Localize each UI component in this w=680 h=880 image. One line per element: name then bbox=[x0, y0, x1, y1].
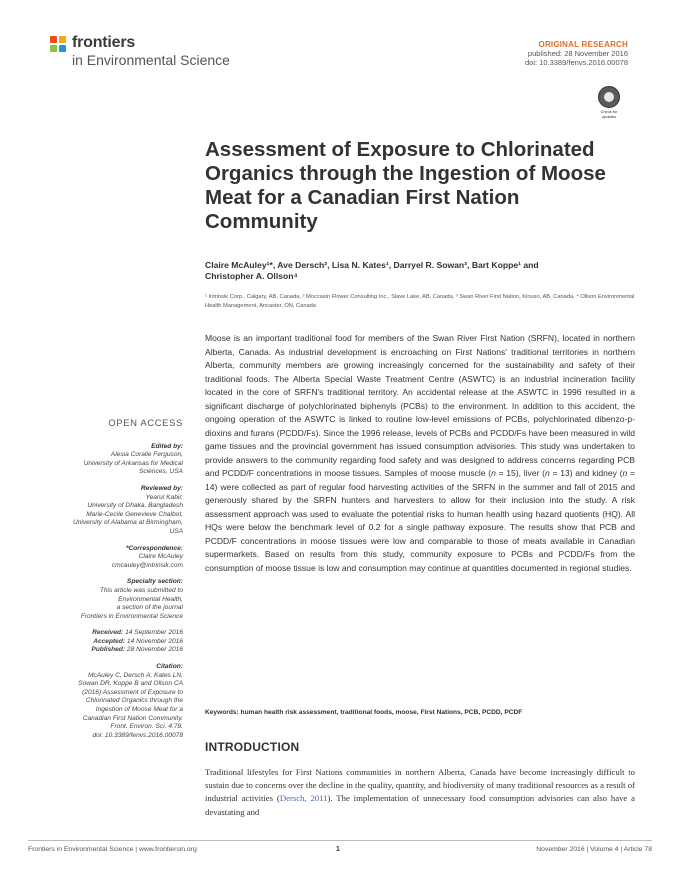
abstract-text: Moose is an important traditional food for members of the Swan River First Nation (SRFN), located in northern Alberta, Canada. As industrial development is encroaching on First Nations' traditional territories in northern Alberta, community members are growing increasingly concerned for the sustainability and safety of their traditional foods. The Alberta Special Waste Treatment Centre (ASWTC) is an industrial incineration facility located in the core of SRFN's traditional territory. An accidental release at the ASWTC in 1996 resulted in a significant discharge of polychlorinated biphenyls (PCBs) to the environment. In addition to this accident, the ongoing operation of the ASWTC is linked to routine low-level emissions of PCBs, polychlorinated dibenzo-p-dioxins and furans (PCDD/Fs). Since the 1996 release, levels of PCBs and PCDD/Fs have been measured in wild game tissues and the provincial government has issued consumption advisories. This study was undertaken to provide answers to the community regarding food safety and was designed to address concerns regarding PCB and PCDD/F concentrations in moose tissues. Samples of moose muscle ( bbox=[205, 333, 635, 478]
citation-link[interactable]: Dersch, 2011 bbox=[279, 793, 328, 804]
abstract-n: n bbox=[622, 468, 628, 478]
page-number: 1 bbox=[336, 846, 340, 853]
footer-volume: November 2016 | Volume 4 | Article 78 bbox=[536, 846, 652, 853]
doi-link[interactable]: doi: 10.3389/fenvs.2016.00078 bbox=[524, 58, 628, 67]
sidebar-line: Front. Environ. Sci. 4:78. bbox=[110, 723, 183, 731]
abstract-text: = 15), liver ( bbox=[495, 468, 545, 478]
updates-label: Check for updates bbox=[600, 109, 618, 119]
sidebar-line: University of Alabama at Birmingham, bbox=[72, 519, 183, 527]
check-for-updates-button[interactable] bbox=[598, 86, 620, 119]
sidebar-line: Canadian First Nation Community. bbox=[82, 714, 183, 722]
published-date-sidebar bbox=[50, 646, 183, 655]
article-type: ORIGINAL RESEARCH bbox=[538, 40, 628, 49]
email-link[interactable]: cmcauley@intrinsik.com bbox=[111, 561, 183, 569]
sidebar-line: Sowan DR, Koppe B and Ollson CA bbox=[78, 680, 183, 688]
edited-by bbox=[50, 451, 183, 477]
abstract-text: = 14) were collected as part of regular food harvesting activities of the SRFN in the summer and fall of 2015 and generously shared by the SRFN hunters and harvesters to allow for their inclusion into the study. A risk assessment approach was used to evaluate the potential risks to human health using hazard quotients (HQ). All HQs were below the benchmark level of 0.2 for a single pathway exposure. The results show that PCB and PCDD/F concentrations in moose tissues were low and comparable to those of meats available in Canadian supermarkets. Based on results from this study, community exposure to PCBs and PCDD/Fs from the consumption of moose tissue is low and consumption may continue at quantities documented in regional studies. bbox=[205, 468, 636, 573]
specialty-section bbox=[50, 587, 183, 621]
specialty-heading: Specialty section: bbox=[126, 578, 183, 586]
frontiers-logo-icon bbox=[50, 36, 68, 54]
footer-divider bbox=[28, 840, 652, 841]
abstract-text: = 13) and kidney ( bbox=[549, 468, 623, 478]
received-date bbox=[50, 629, 183, 638]
sidebar-line: Chlorinated Organics through the bbox=[85, 697, 183, 705]
intro-text: Traditional lifestyles for First Nations communities in northern Alberta, Canada have become increasingly difficult to sustain due to concerns over the decline in the quality, quantity, and biodiversity of many traditional resources as a result of industrial activities ( bbox=[205, 767, 635, 804]
sidebar-line: USA bbox=[169, 527, 183, 535]
sidebar-line: University of Dhaka, Bangladesh bbox=[87, 502, 183, 510]
sidebar-line: (2016) Assessment of Exposure to bbox=[82, 688, 183, 696]
sidebar-line: McAuley C, Dersch A, Kates LN, bbox=[87, 671, 183, 679]
section-heading: INTRODUCTION bbox=[205, 740, 300, 754]
sidebar-line: Yearul Kabir, bbox=[145, 493, 183, 501]
intro-paragraph bbox=[205, 766, 635, 819]
journal-name: in Environmental Science bbox=[72, 52, 230, 68]
journal-logo[interactable] bbox=[50, 34, 270, 74]
sidebar-line: This article was submitted to bbox=[99, 586, 183, 594]
article-meta bbox=[525, 40, 628, 67]
sidebar-line: a section of the journal bbox=[116, 604, 183, 612]
citation-heading: Citation: bbox=[156, 663, 183, 671]
abstract-n: n bbox=[491, 468, 496, 478]
sidebar-line: Marie-Cecile Genevieve Chalbot, bbox=[86, 510, 183, 518]
accepted-date bbox=[50, 638, 183, 647]
keywords: Keywords: human health risk assessment, traditional foods, moose, First Nations, PCB, PCDD, PCDF bbox=[205, 709, 523, 716]
abstract-n: n bbox=[545, 468, 550, 478]
date-value: 28 November 2016 bbox=[125, 646, 183, 654]
intro-text: ). The implementation of unnecessary food consumption advisories can also have a devastating and bbox=[205, 793, 636, 817]
sidebar bbox=[50, 420, 183, 740]
sidebar-line[interactable]: doi: 10.3389/fenvs.2016.00078 bbox=[92, 731, 183, 739]
brand-name: frontiers bbox=[72, 34, 136, 51]
updates-icon bbox=[598, 86, 620, 108]
sidebar-line: Environmental Health, bbox=[118, 595, 183, 603]
sidebar-line: Claire McAuley bbox=[138, 553, 183, 561]
sidebar-line: University of Arkansas for Medical bbox=[83, 459, 183, 467]
correspondence bbox=[50, 553, 183, 570]
reviewed-by-heading: Reviewed by: bbox=[140, 484, 183, 492]
sidebar-line: Sciences, USA bbox=[139, 468, 183, 476]
date-label: Received: bbox=[92, 629, 124, 637]
correspondence-heading: *Correspondence: bbox=[125, 544, 183, 552]
date-value: 14 September 2016 bbox=[123, 629, 183, 637]
date-value: 14 November 2016 bbox=[125, 637, 183, 645]
dates bbox=[50, 629, 183, 655]
footer-journal[interactable]: Frontiers in Environmental Science | www.frontiersin.org bbox=[28, 846, 197, 853]
reviewed-by bbox=[50, 494, 183, 537]
date-label: Published: bbox=[91, 646, 126, 654]
sidebar-line: Ingestion of Moose Meat for a bbox=[95, 706, 183, 714]
authors-line[interactable]: Christopher A. Ollson⁴ bbox=[205, 271, 298, 281]
open-access-label: OPEN ACCESS bbox=[108, 418, 183, 429]
authors bbox=[205, 260, 635, 282]
authors-line[interactable]: Claire McAuley¹*, Ave Dersch², Lisa N. Kates¹, Darryel R. Sowan³, Bart Koppe¹ and bbox=[205, 260, 539, 270]
citation bbox=[50, 672, 183, 741]
sidebar-line: Alesia Coralie Ferguson, bbox=[110, 451, 183, 459]
article-title: Assessment of Exposure to Chlorinated Organics through the Ingestion of Moose Meat for a Canadian First Nation Community bbox=[205, 138, 606, 233]
published-date: published: 28 November 2016 bbox=[527, 49, 628, 58]
edited-by-heading: Edited by: bbox=[151, 442, 183, 450]
affiliations: ¹ Intrinsik Corp., Calgary, AB, Canada, ² Moccasin Flower Consulting Inc., Slave Lake, AB, Canada, ³ Swan River First Nation, Kinuso, AB, Canada, ⁴ Ollson Environmental Health Management, Ancaster, ON, Canada bbox=[205, 294, 635, 309]
date-label: Accepted: bbox=[93, 637, 126, 645]
sidebar-line: Frontiers in Environmental Science bbox=[80, 612, 183, 620]
abstract bbox=[205, 332, 635, 575]
